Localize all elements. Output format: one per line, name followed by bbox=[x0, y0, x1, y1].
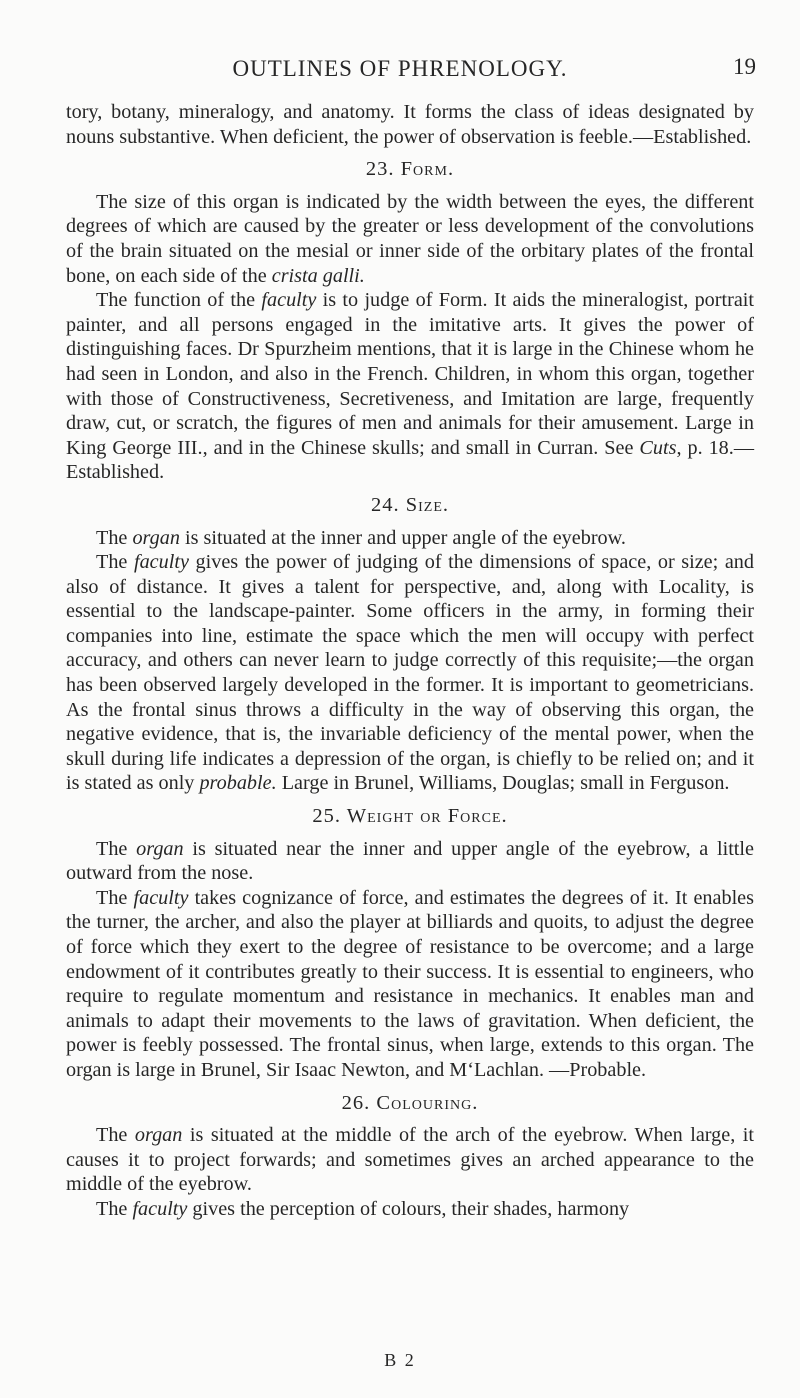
size-paragraph-1 bbox=[66, 526, 754, 551]
weight-p2-lead: The bbox=[96, 886, 134, 909]
colouring-paragraph-2 bbox=[66, 1197, 754, 1222]
size-p1-italic: organ bbox=[132, 526, 180, 549]
weight-p1-lead: The bbox=[96, 837, 137, 860]
size-p2-probable: probable. bbox=[199, 772, 277, 795]
form-p2-end: , p. 18.—Established. bbox=[66, 436, 755, 484]
colouring-p2-rest: gives the perception of colours, their shades, harmony bbox=[187, 1197, 630, 1220]
form-p2-cuts: Cuts bbox=[639, 436, 677, 459]
heading-size: 24. Size. bbox=[370, 493, 450, 516]
size-p1-rest: is situated at the inner and upper angle of the eyebrow. bbox=[179, 526, 626, 549]
page-number: 19 bbox=[733, 54, 756, 79]
form-paragraph-2 bbox=[66, 288, 754, 485]
size-p2-end: Large in Brunel, Williams, Douglas; small in Ferguson. bbox=[276, 772, 730, 795]
weight-p1-rest: is situated near the inner and upper angle of the eyebrow, a little outward from the nose. bbox=[66, 837, 754, 885]
size-p1-lead: The bbox=[96, 526, 133, 549]
weight-p2-rest: takes cognizance of force, and estimates the degrees of it. It enables the turner, the archer, and also the player at billiards and quoits, to adjust the degree of force which they exert to the degree of resistance to be overcome; and a large endowment of it contributes greatly to their success. It is essential to engineers, who require to regulate momentum and resistance in mechanics. It enables man and animals to adapt their movements to the laws of gravitation. When deficient, the power is feebly possessed. The frontal sinus, when large, extends to this organ. The organ is large in Brunel, Sir Isaac Newton, and M‘Lachlan. —Probable. bbox=[66, 886, 754, 1081]
colouring-paragraph-1 bbox=[66, 1123, 754, 1197]
heading-form: 23. Form. bbox=[365, 158, 455, 181]
colouring-p1-italic: organ bbox=[134, 1124, 183, 1147]
colouring-p2-italic: faculty bbox=[132, 1197, 188, 1220]
weight-paragraph-2 bbox=[66, 886, 754, 1083]
form-p1-italic: crista galli. bbox=[271, 264, 365, 287]
size-p2-lead: The bbox=[96, 551, 134, 574]
running-title: OUTLINES OF PHRENOLOGY. bbox=[232, 56, 568, 81]
colouring-p1-rest: is situated at the middle of the arch of the eyebrow. When large, it causes it to project forwards; and sometimes gives an arched appearance to the middle of the eyebrow. bbox=[66, 1124, 754, 1196]
weight-p2-italic: faculty bbox=[133, 886, 189, 909]
form-paragraph-1 bbox=[66, 190, 754, 288]
intro-paragraph: tory, botany, mineralogy, and anatomy. It forms the class of ideas designated by nouns substantive. When deficient, the power of observation is feeble.—Established. bbox=[66, 101, 754, 148]
heading-weight: 25. Weight or Force. bbox=[312, 805, 508, 828]
colouring-p2-lead: The bbox=[96, 1197, 133, 1220]
size-p2-rest: gives the power of judging of the dimensions of space, or size; and also of distance. It gives a talent for perspective, and, along with Locality, is essential to the landscape-painter. Some officers in the army, in forming their companies into line, estimate the space which the men will occupy with perfect accuracy, and others can never learn to judge correctly of this requisite;—the organ has been observed largely developed in the former. It is important to geometricians. As the frontal sinus throws a difficulty in the way of observing this organ, the negative evidence, that is, the invariable deficiency of the mental power, when the skull during life indicates a depression of the organ, is chiefly to be relied on; and it is stated as only bbox=[66, 551, 754, 795]
heading-colouring: 26. Colouring. bbox=[341, 1091, 479, 1114]
size-paragraph-2 bbox=[66, 550, 754, 796]
form-p2-italic: faculty bbox=[261, 289, 317, 312]
weight-p1-italic: organ bbox=[136, 837, 184, 860]
size-p2-italic: faculty bbox=[133, 551, 189, 574]
form-p2-rest: is to judge of Form. It aids the mineralogist, portrait painter, and all persons engaged in the imitative arts. It gives the power of distinguishing faces. Dr Spurzheim mentions, that it is large in the Chinese whom he had seen in London, and also in the French. Children, in whom this organ, together with those of Constructiveness, Secretiveness, and Imitation are large, frequently draw, cut, or scratch, the figures of men and animals for their amusement. Large in King George III., and in the Chinese skulls; and small in Curran. See bbox=[66, 289, 755, 459]
form-p1-text: The size of this organ is indicated by the width between the eyes, the different degrees of which are caused by the greater or less development of the convolutions of the brain situated on the mesial or inner side of the orbitary plates of the frontal bone, on each side of the bbox=[66, 190, 754, 287]
colouring-p1-lead: The bbox=[96, 1124, 135, 1147]
weight-paragraph-1 bbox=[66, 837, 754, 886]
body-text bbox=[66, 100, 754, 1222]
signature-mark: B 2 bbox=[384, 1350, 416, 1370]
form-p2-lead: The function of the bbox=[96, 289, 262, 312]
